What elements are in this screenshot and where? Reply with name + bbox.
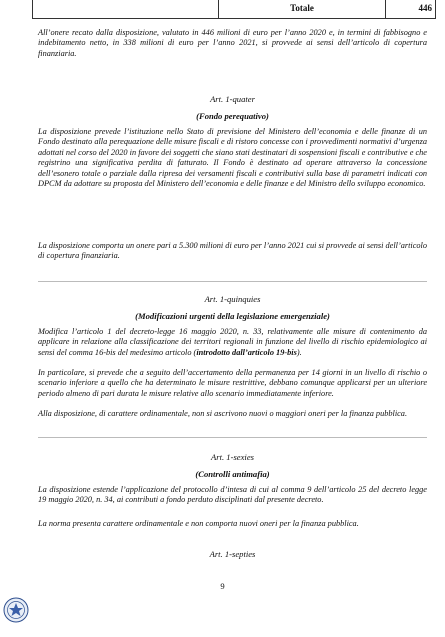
art-1-quater-title: Art. 1-quater: [210, 94, 255, 104]
paragraph-protocollo: La disposizione estende l’applicazione del protocollo d’intesa di cui al comma 9 dell’articolo 25 del decreto legge 19 maggio 2020, n. 34, ai contributi a fondo perduto disciplinati dal presente decreto.: [38, 485, 427, 505]
paragraph-in-particolare: In particolare, si prevede che a seguito dell’accertamento della permanenza per 14 giorni in un livello di rischio o scenario inferiore a quello che ha determinato le misure restrittive, debbano comunque applicarsi per un ulteriore periodo almeno di pari durata le misure relative allo scenario immediatamente inferiore.: [38, 368, 427, 398]
art-1-septies-title: Art. 1-septies: [209, 549, 256, 559]
paragraph-onere-2021: La disposizione comporta un onere pari a 5.300 milioni di euro per l’anno 2021 cui si provvede ai sensi dell’articolo di copertura finanziaria.: [38, 241, 427, 261]
art-1-sexies-title: Art. 1-sexies: [211, 452, 254, 462]
art-1-sexies-subtitle: (Controlli antimafia): [195, 469, 270, 479]
senato-seal-icon: [3, 597, 29, 623]
art-1-quinquies-subtitle: (Modificazioni urgenti della legislazione emergenziale): [135, 311, 330, 321]
paragraph-modifica: Modifica l’articolo 1 del decreto-legge 16 maggio 2020, n. 33, relativamente alle misure di contenimento da applicare in relazione alla classificazione dei territori regionali in funzione del livello di rischio epidemiologico ai sensi del comma 16-bis del medesimo articolo (introdotto dall’articolo 19-bis).: [38, 327, 427, 357]
art-1-quinquies-title: Art. 1-quinquies: [204, 294, 261, 304]
art-1-quater-subtitle: (Fondo perequativo): [196, 111, 269, 121]
total-value: 446: [418, 3, 432, 13]
section-divider-2: [38, 437, 427, 438]
bold-reference: introdotto dall’articolo 19-bis: [196, 347, 297, 357]
paragraph-onere: All’onere recato dalla disposizione, valutato in 446 milioni di euro per l’anno 2020 e, in termini di fabbisogno e indebitamento netto, in 338 milioni di euro per l’anno 2021, si provvede ai sensi dell’articolo di copertura finanziaria.: [38, 28, 427, 58]
paragraph-norma: La norma presenta carattere ordinamentale e non comporta nuovi oneri per la finanza pubblica.: [38, 519, 359, 528]
paragraph-ordinamentale: Alla disposizione, di carattere ordinamentale, non si ascrivono nuovi o maggiori oneri per la finanza pubblica.: [38, 409, 408, 418]
paragraph-fondo: La disposizione prevede l’istituzione nello Stato di previsione del Ministero dell’economia e delle finanze di un Fondo destinato alla perequazione delle misure fiscali e di ristoro concesse con i provvedimenti normativi d’urgenza adottati nel corso del 2020 in favore dei soggetti che siano stati destinatari di sospensioni fiscali e contributive e che registrino una significativa perdita di fatturato. Il Fondo è destinato ad operare attraverso la concessione dell’esonero totale o parziale dalla ripresa dei versamenti fiscali e contributivi sulla base di parametri indicati con DPCM da adottare su proposta del Ministero dell’economia e delle finanze e del Ministro dello sviluppo economico.: [38, 127, 427, 189]
page-number: 9: [220, 581, 225, 591]
section-divider: [38, 281, 427, 282]
total-label: Totale: [290, 3, 314, 13]
totals-table-row: [32, 0, 436, 19]
